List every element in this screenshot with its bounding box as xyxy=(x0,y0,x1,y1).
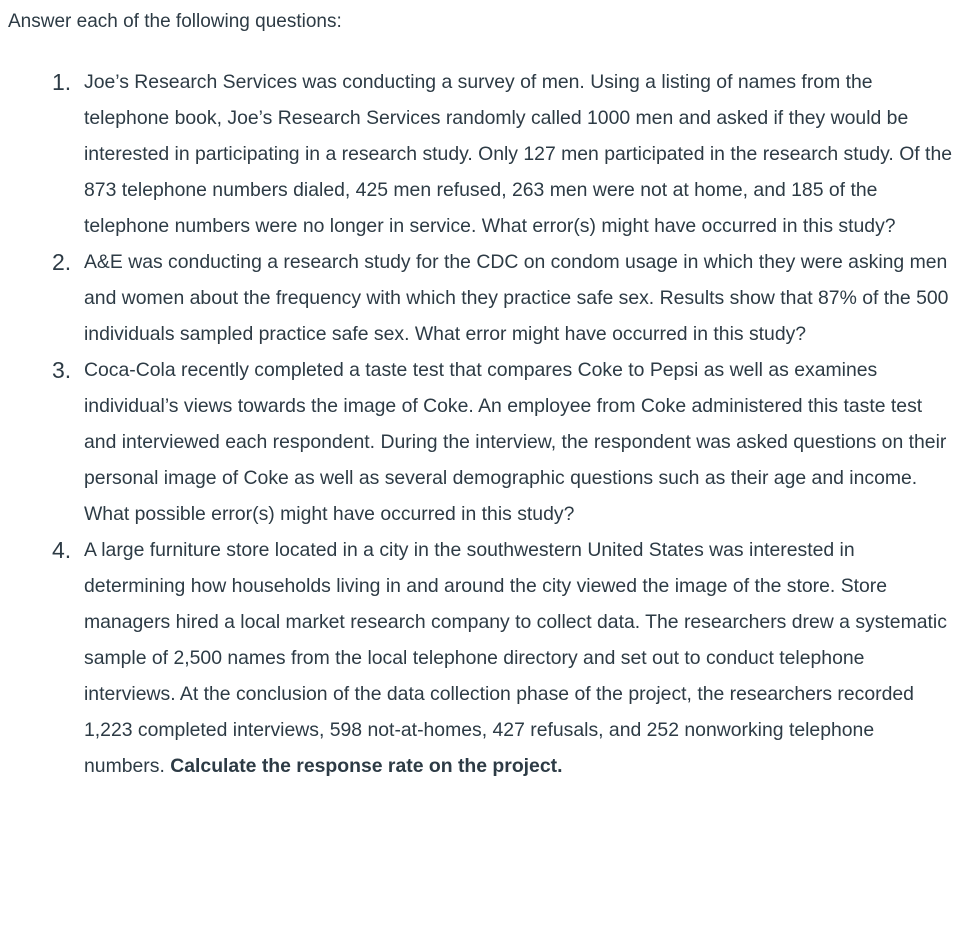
instructions-heading: Answer each of the following questions: xyxy=(8,11,342,32)
question-item xyxy=(52,64,954,244)
question-bold-instruction: Calculate the response rate on the project. xyxy=(170,755,563,777)
question-text: Joe’s Research Services was conducting a survey of men. Using a listing of names from the telephone book, Joe’s Research Services randomly called 1000 men and asked if they would be interested in participating in a research study. Only 127 men participated in the research study. Of the 873 telephone numbers dialed, 425 men refused, 263 men were not at home, and 185 of the telephone numbers were no longer in service. What error(s) might have occurred in this study? xyxy=(84,71,953,237)
question-number: 3. xyxy=(52,357,72,383)
question-number: 2. xyxy=(52,249,72,275)
question-number: 1. xyxy=(52,69,72,95)
question-text: A large furniture store located in a city in the southwestern United States was interested in determining how households living in and around the city viewed the image of the store. Store managers hired a local market research company to collect data. The researchers drew a systematic sample of 2,500 names from the local telephone directory and set out to conduct telephone interviews. At the conclusion of the data collection phase of the project, the researchers recorded 1,223 completed interviews, 598 not-at-homes, 427 refusals, and 252 nonworking telephone numbers. xyxy=(84,539,947,777)
question-list xyxy=(52,64,954,784)
question-item xyxy=(52,532,954,784)
question-text: A&E was conducting a research study for the CDC on condom usage in which they were asking men and women about the frequency with which they practice safe sex. Results show that 87% of the 500 individuals sampled practice safe sex. What error might have occurred in this study? xyxy=(84,251,949,345)
question-number: 4. xyxy=(52,537,72,563)
question-item xyxy=(52,352,954,532)
question-item xyxy=(52,244,954,352)
question-text: Coca-Cola recently completed a taste test that compares Coke to Pepsi as well as examines individual’s views towards the image of Coke. An employee from Coke administered this taste test and interviewed each respondent. During the interview, the respondent was asked questions on their personal image of Coke as well as several demographic questions such as their age and income. What possible error(s) might have occurred in this study? xyxy=(84,359,947,525)
